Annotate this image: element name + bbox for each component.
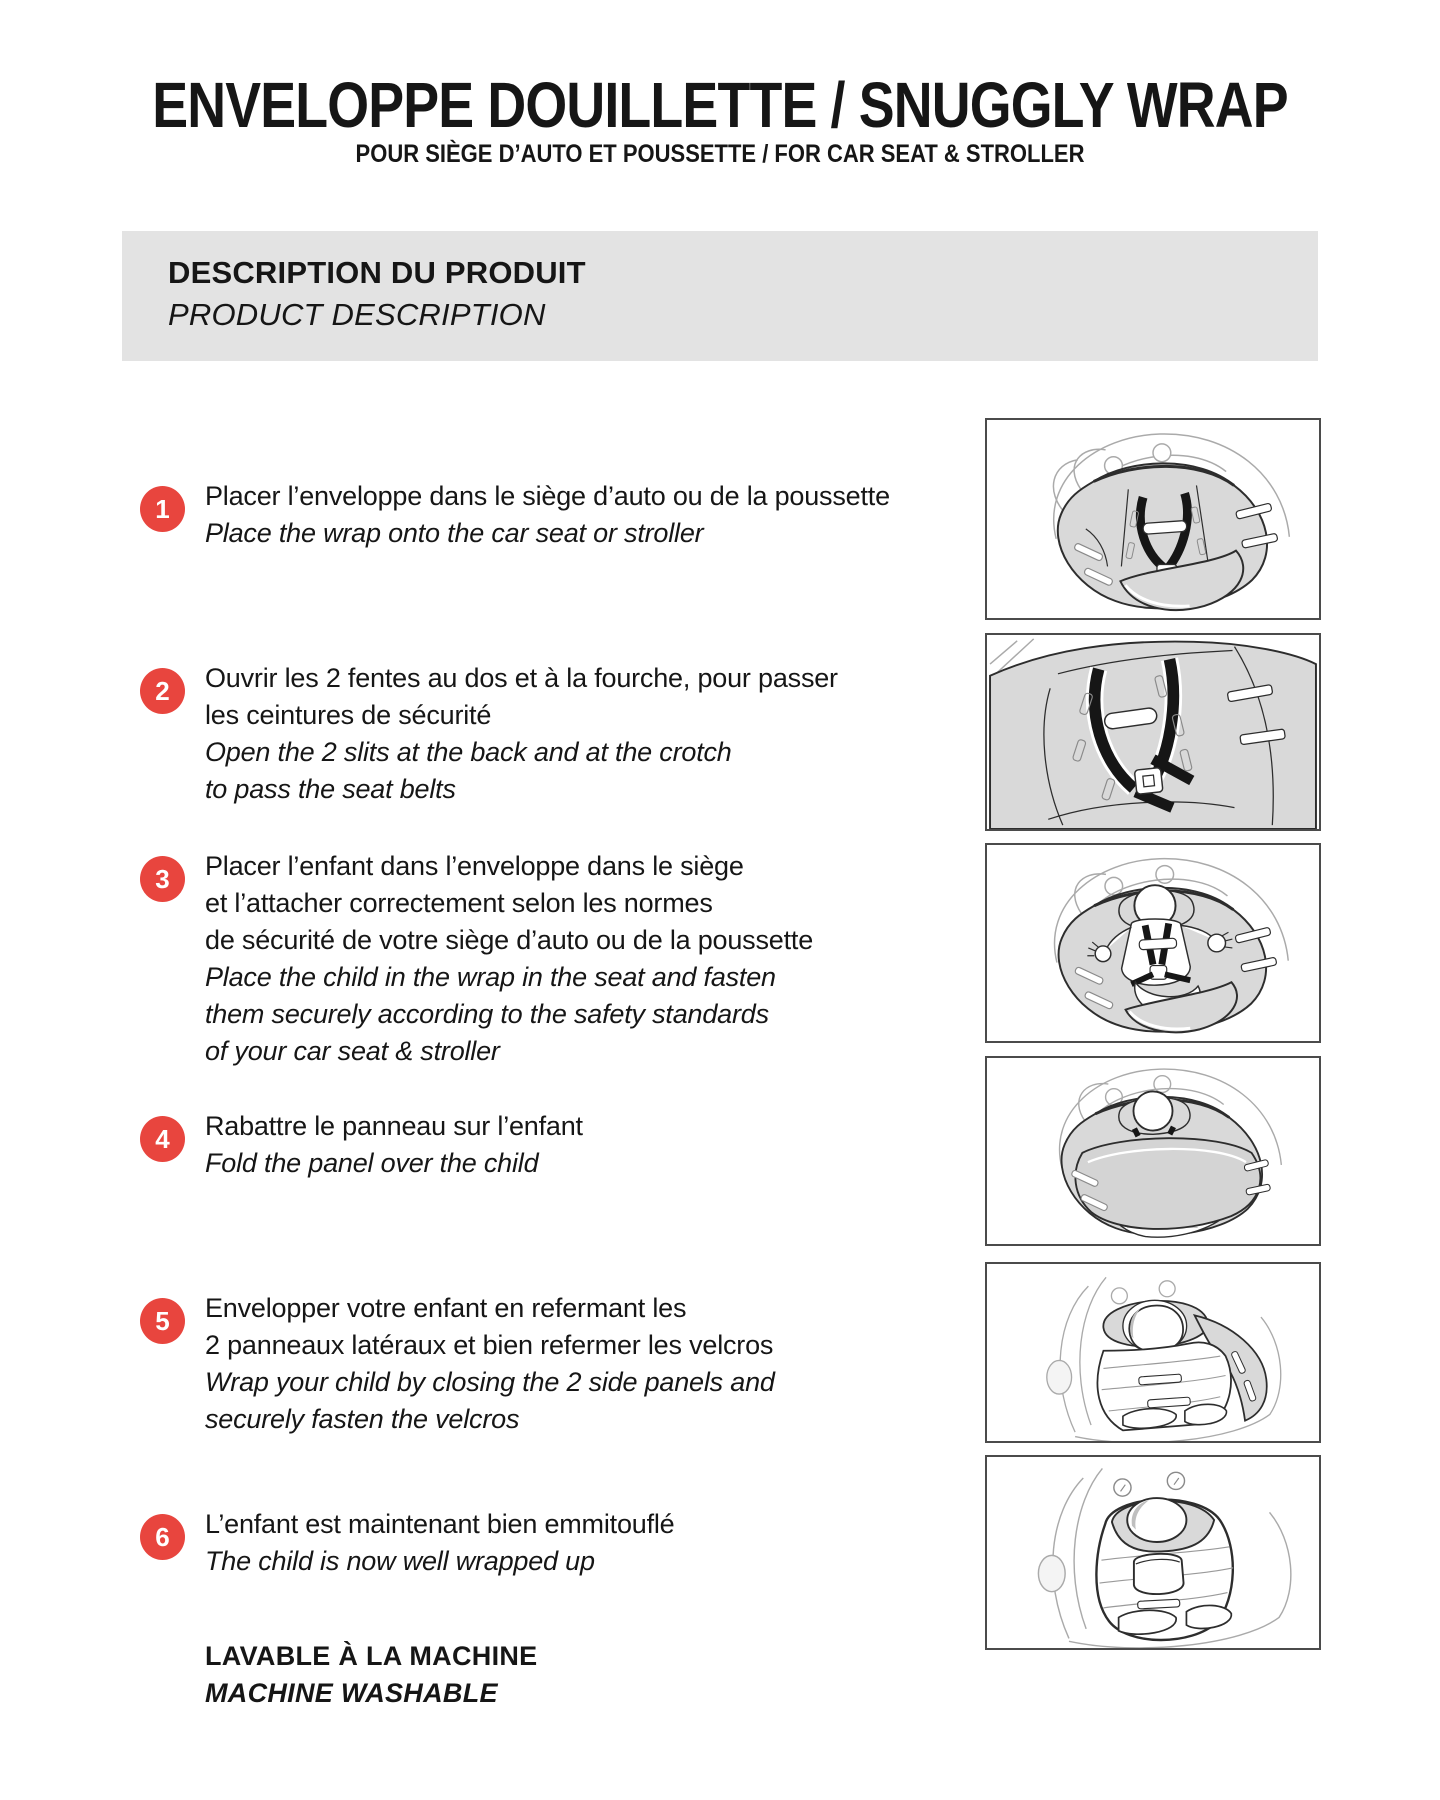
washing-note-en: MACHINE WASHABLE <box>205 1678 498 1708</box>
step-1-text-fr: Placer l’enveloppe dans le siège d’auto ou de la poussette <box>205 481 890 511</box>
section-heading-fr: DESCRIPTION DU PRODUIT <box>168 255 586 290</box>
step-2-text-en: to pass the seat belts <box>205 774 456 804</box>
section-heading-en: PRODUCT DESCRIPTION <box>168 297 546 332</box>
step-number: 1 <box>155 493 170 524</box>
washing-note <box>205 1638 537 1712</box>
step-3-text-fr: de sécurité de votre siège d’auto ou de la poussette <box>205 925 814 955</box>
step-2-number-badge <box>140 668 185 714</box>
step-3-text-en: them securely according to the safety standards <box>205 999 769 1029</box>
figure-step-1 <box>985 418 1321 620</box>
step-5-text-en: securely fasten the velcros <box>205 1404 520 1434</box>
page-subtitle: POUR SIÈGE D’AUTO ET POUSSETTE / FOR CAR SEAT & STROLLER <box>355 140 1085 168</box>
child-in-wrap-illustration <box>987 845 1319 1041</box>
step-4-text-en: Fold the panel over the child <box>205 1148 539 1178</box>
step-5-text-en: Wrap your child by closing the 2 side panels and <box>205 1367 775 1397</box>
step-1-text-en: Place the wrap onto the car seat or stroller <box>205 518 704 548</box>
figure-step-4 <box>985 1056 1321 1246</box>
step-6-number-badge <box>140 1514 185 1560</box>
side-panels-closing-illustration <box>987 1264 1319 1441</box>
wrap-on-seat-illustration <box>987 420 1319 618</box>
step-4-number-badge <box>140 1116 185 1162</box>
page-title: ENVELOPPE DOUILLETTE / SNUGGLY WRAP <box>152 69 1288 141</box>
step-6-text-en: The child is now well wrapped up <box>205 1546 595 1576</box>
wrapped-child-illustration <box>987 1457 1319 1648</box>
step-1-number-badge <box>140 486 185 532</box>
step-number: 2 <box>155 675 170 706</box>
step-2-text-fr: Ouvrir les 2 fentes au dos et à la fourche, pour passer <box>205 663 838 693</box>
step-2-text-en: Open the 2 slits at the back and at the crotch <box>205 737 732 767</box>
section-banner <box>122 231 1318 361</box>
figure-step-6 <box>985 1455 1321 1650</box>
step-5-text-fr: Envelopper votre enfant en refermant les <box>205 1293 687 1323</box>
step-2-text-fr: les ceintures de sécurité <box>205 700 492 730</box>
step-number: 6 <box>155 1521 170 1552</box>
step-3-text-fr: et l’attacher correctement selon les normes <box>205 888 713 918</box>
step-5-number-badge <box>140 1298 185 1344</box>
step-3-text-fr: Placer l’enfant dans l’enveloppe dans le siège <box>205 851 744 881</box>
panel-folded-illustration <box>987 1058 1319 1244</box>
figure-step-5 <box>985 1262 1321 1443</box>
step-3-text-en: of your car seat & stroller <box>205 1036 500 1066</box>
figure-step-3 <box>985 843 1321 1043</box>
step-5-text-fr: 2 panneaux latéraux et bien refermer les velcros <box>205 1330 774 1360</box>
harness-close-up-illustration <box>987 635 1319 829</box>
step-number: 5 <box>155 1305 170 1336</box>
step-3-number-badge <box>140 856 185 902</box>
figure-step-2 <box>985 633 1321 831</box>
step-4-text-fr: Rabattre le panneau sur l’enfant <box>205 1111 583 1141</box>
step-3-text-en: Place the child in the wrap in the seat and fasten <box>205 962 776 992</box>
washing-note-fr: LAVABLE À LA MACHINE <box>205 1641 538 1671</box>
step-number: 4 <box>155 1123 170 1154</box>
step-6-text-fr: L’enfant est maintenant bien emmitouflé <box>205 1509 675 1539</box>
step-number: 3 <box>155 863 170 894</box>
